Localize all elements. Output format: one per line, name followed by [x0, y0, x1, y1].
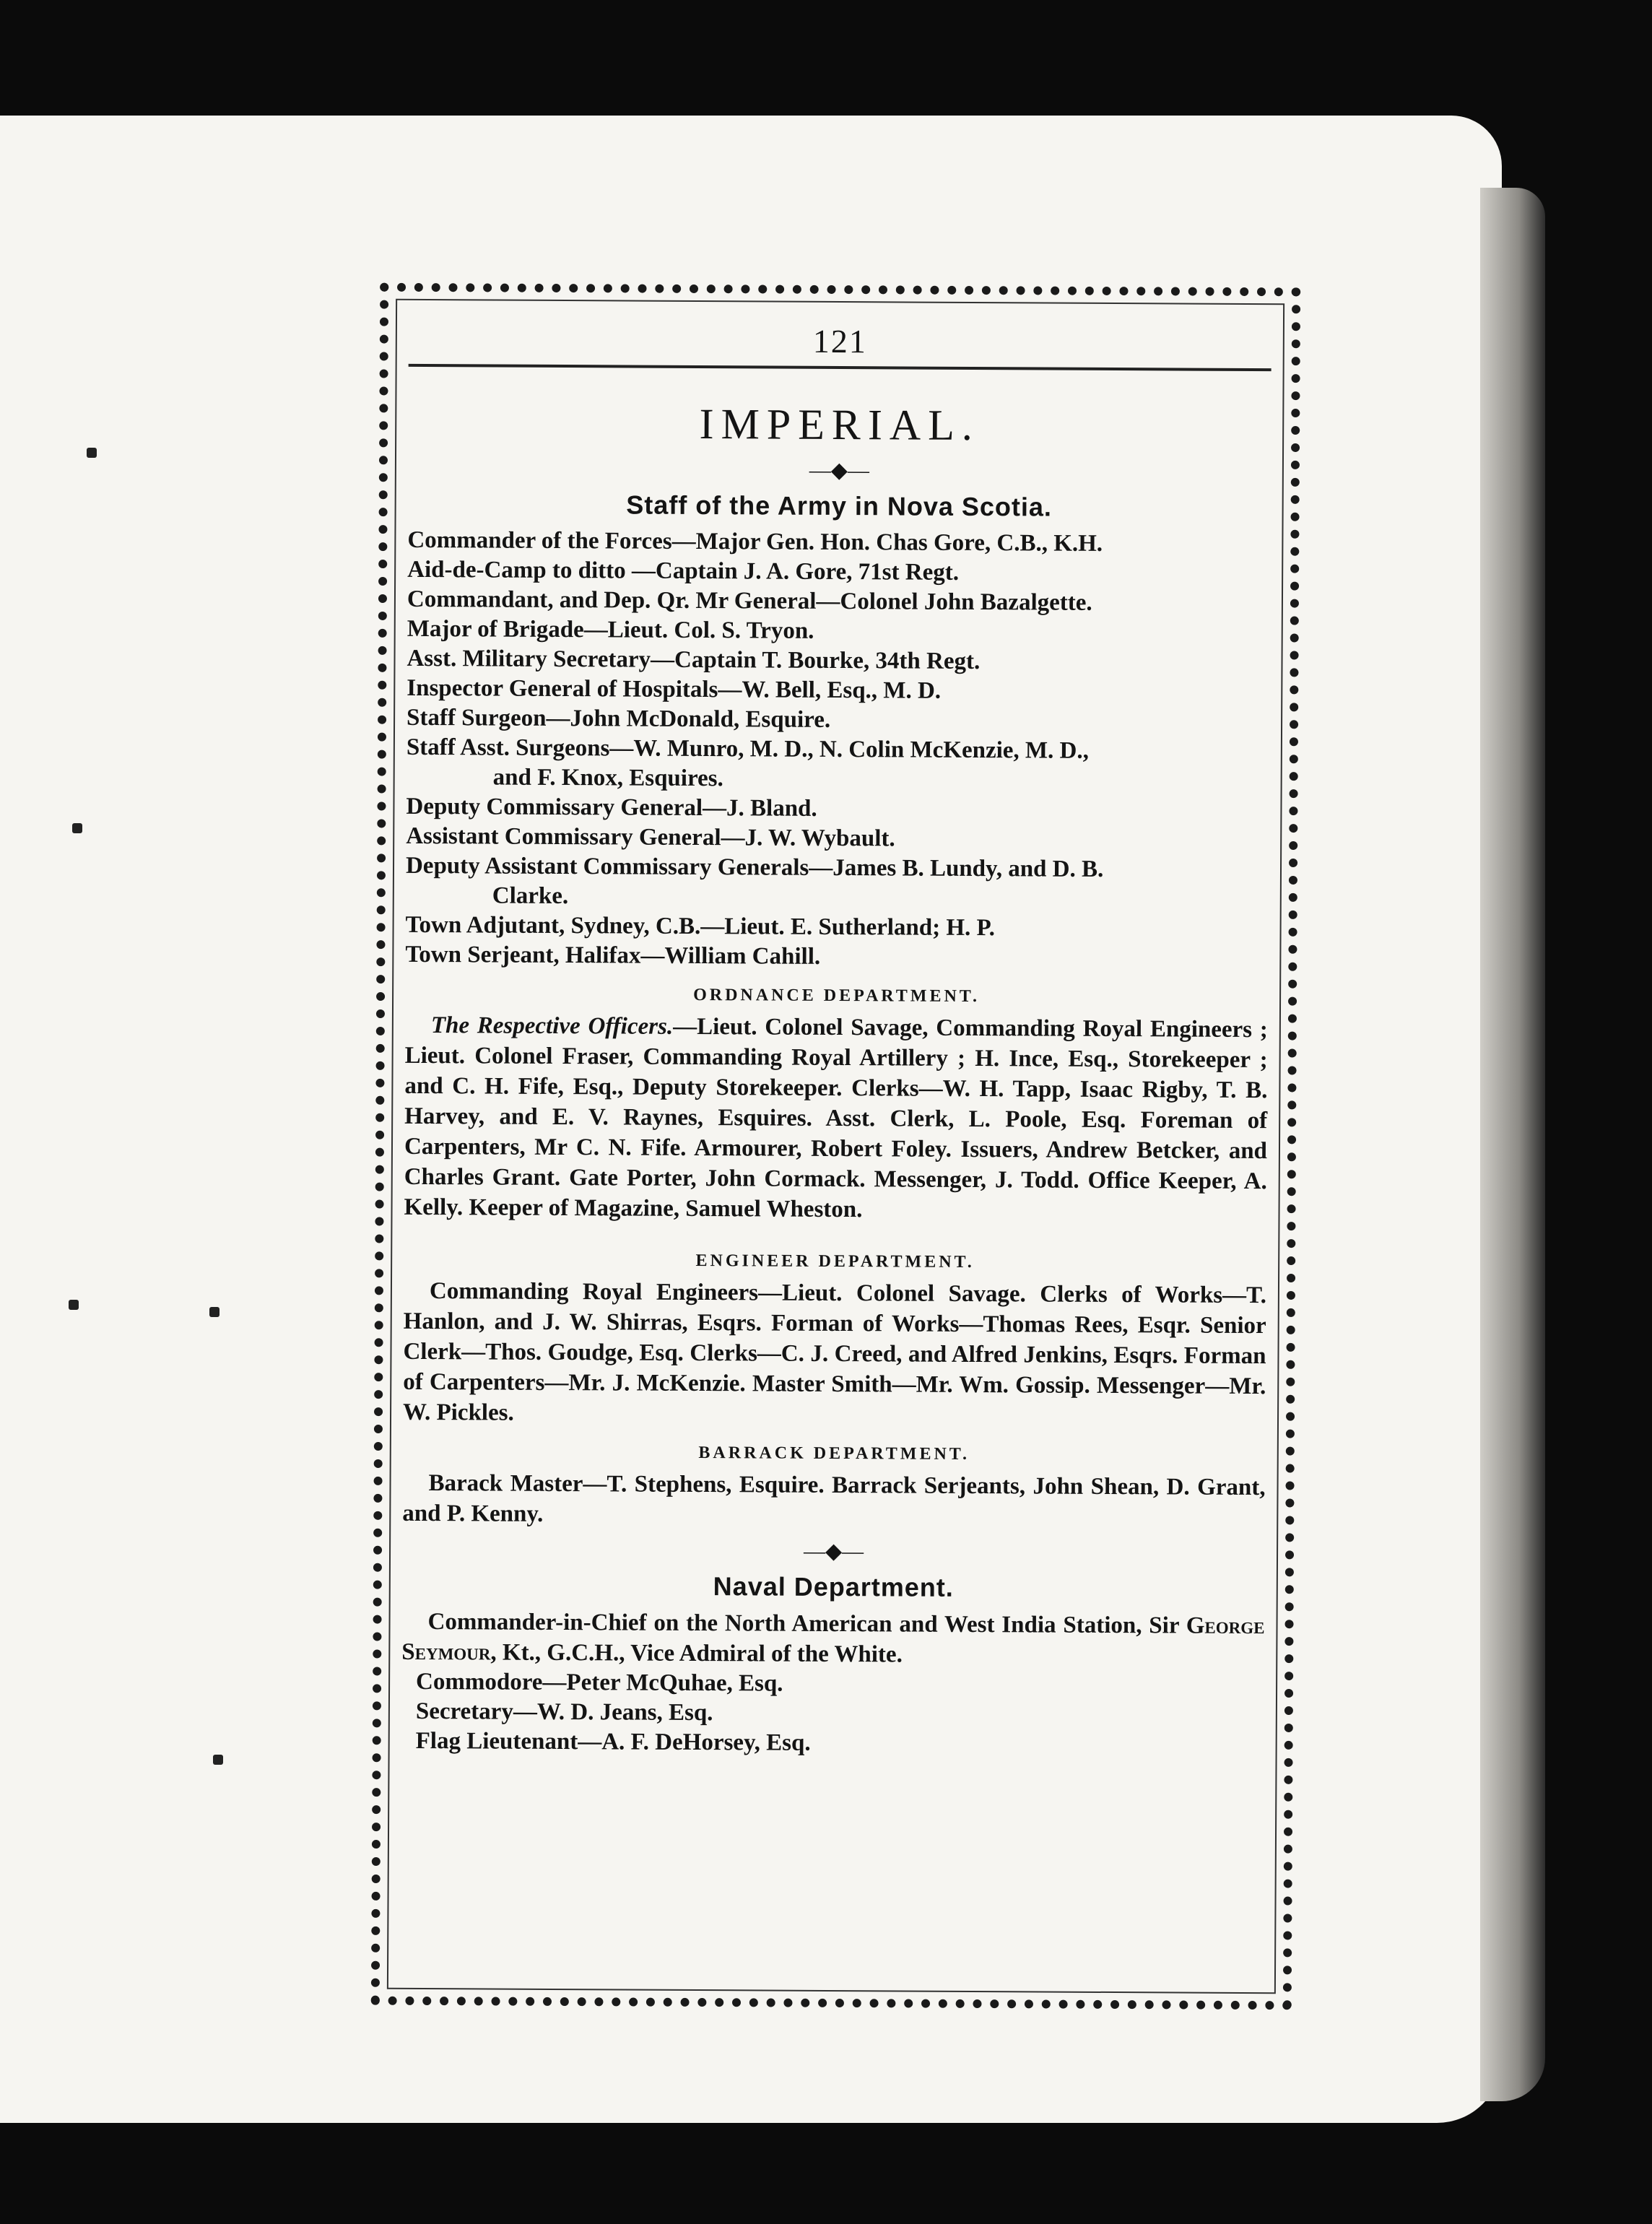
ordnance-heading: ORDNANCE DEPARTMENT. [693, 985, 981, 1007]
staff-entry: Inspector General of Hospitals—W. Bell, Esq., M. D. [407, 674, 942, 704]
bordered-page-frame [371, 283, 1300, 2010]
naval-officer-list [401, 1667, 1265, 1760]
naval-body-prefix: Commander-in-Chief on the North American and West India Station, Sir [427, 1609, 1186, 1639]
page-title: IMPERIAL. [699, 399, 981, 450]
staff-entry: Staff Surgeon—John McDonald, Esquire. [407, 704, 831, 733]
staff-entry: Major of Brigade—Lieut. Col. S. Tryon. [407, 615, 814, 644]
staff-entry: and F. Knox, Esquires. [492, 764, 723, 792]
margin-mark [209, 1307, 219, 1317]
staff-entry: Asst. Military Secretary—Captain T. Bourke, 34th Regt. [407, 645, 981, 675]
ordnance-lead: The Respective Officers. [430, 1012, 674, 1040]
staff-entry: Aid-de-Camp to ditto —Captain J. A. Gore, 71st Regt. [407, 556, 960, 586]
staff-entry: Deputy Assistant Commissary Generals—James B. Lundy, and D. B. [405, 852, 1104, 882]
naval-ornament: —◆— [803, 1539, 864, 1564]
title-ornament: —◆— [809, 458, 870, 483]
barrack-paragraph: Barack Master—T. Stephens, Esquire. Barrack Serjeants, John Shean, D. Grant, and P. Kenny. [402, 1470, 1266, 1527]
staff-entry: Staff Asst. Surgeons—W. Munro, M. D., N. Colin McKenzie, M. D., [406, 734, 1090, 764]
naval-paragraph [401, 1607, 1264, 1672]
naval-officer-entry: Flag Lieutenant—A. F. DeHorsey, Esq. [415, 1727, 811, 1756]
page-edge-shadow [1480, 188, 1545, 2101]
naval-heading: Naval Department. [713, 1571, 954, 1602]
staff-entry: Commandant, and Dep. Qr. Mr General—Colonel John Bazalgette. [407, 586, 1092, 616]
staff-entry: Assistant Commissary General—J. W. Wybault. [406, 822, 895, 852]
margin-mark [213, 1755, 223, 1765]
header-rule [409, 364, 1271, 371]
barrack-heading: BARRACK DEPARTMENT. [698, 1443, 970, 1464]
margin-mark [69, 1300, 79, 1310]
staff-entry: Clarke. [492, 882, 569, 910]
staff-entry: Deputy Commissary General—J. Bland. [406, 793, 817, 822]
engineer-paragraph: Commanding Royal Engineers—Lieut. Colonel Savage. Clerks of Works—T. Hanlon, and J. W. Shirras, Esqrs. Forman of Works—Thomas Rees, Esqr. Senior Clerk—Thos. Goudge, Esq. Clerks—C. J. Creed, and Alfred Jenkins, Esqrs. Forman of Carpenters—Mr. J. McKenzie. Master Smith—Mr. Wm. Gossip. Messenger—Mr. W. Pickles. [402, 1278, 1267, 1426]
staff-section-heading: Staff of the Army in Nova Scotia. [626, 490, 1053, 522]
naval-body-name: George Seymour [401, 1612, 1265, 1666]
margin-mark [87, 448, 97, 458]
staff-entry: Town Serjeant, Halifax—William Cahill. [405, 941, 821, 970]
staff-entry: Commander of the Forces—Major Gen. Hon. Chas Gore, C.B., K.H. [407, 526, 1103, 557]
page-number: 121 [812, 322, 867, 360]
naval-body-suffix: , Kt., G.C.H., Vice Admiral of the White. [490, 1639, 903, 1668]
margin-mark [72, 823, 82, 833]
engineer-heading: ENGINEER DEPARTMENT. [695, 1251, 975, 1272]
ordnance-paragraph [404, 1010, 1268, 1227]
staff-list [405, 526, 1270, 974]
staff-entry: Town Adjutant, Sydney, C.B.—Lieut. E. Sutherland; H. P. [405, 911, 996, 942]
naval-officer-entry: Commodore—Peter McQuhae, Esq. [416, 1668, 783, 1697]
naval-officer-entry: Secretary—W. D. Jeans, Esq. [415, 1698, 713, 1726]
ordnance-body: —Lieut. Colonel Savage, Commanding Royal Engineers ; Lieut. Colonel Fraser, Commanding Royal Artillery ; H. Ince, Esq., Storekeeper ; and C. H. Fife, Esq., Deputy Storekeeper. Clerks—W. H. Tapp, Isaac Rigby, T. B. Harvey, and E. V. Raynes, Esquires. Asst. Clerk, L. Poole, Esq. Foreman of Carpenters, Mr C. N. Fife. Armourer, Robert Foley. Issuers, Andrew Betcker, and Charles Grant. Gate Porter, John Cormack. Messenger, J. Todd. Office Keeper, A. Kelly. Keeper of Magazine, Samuel Wheston. [404, 1013, 1268, 1223]
